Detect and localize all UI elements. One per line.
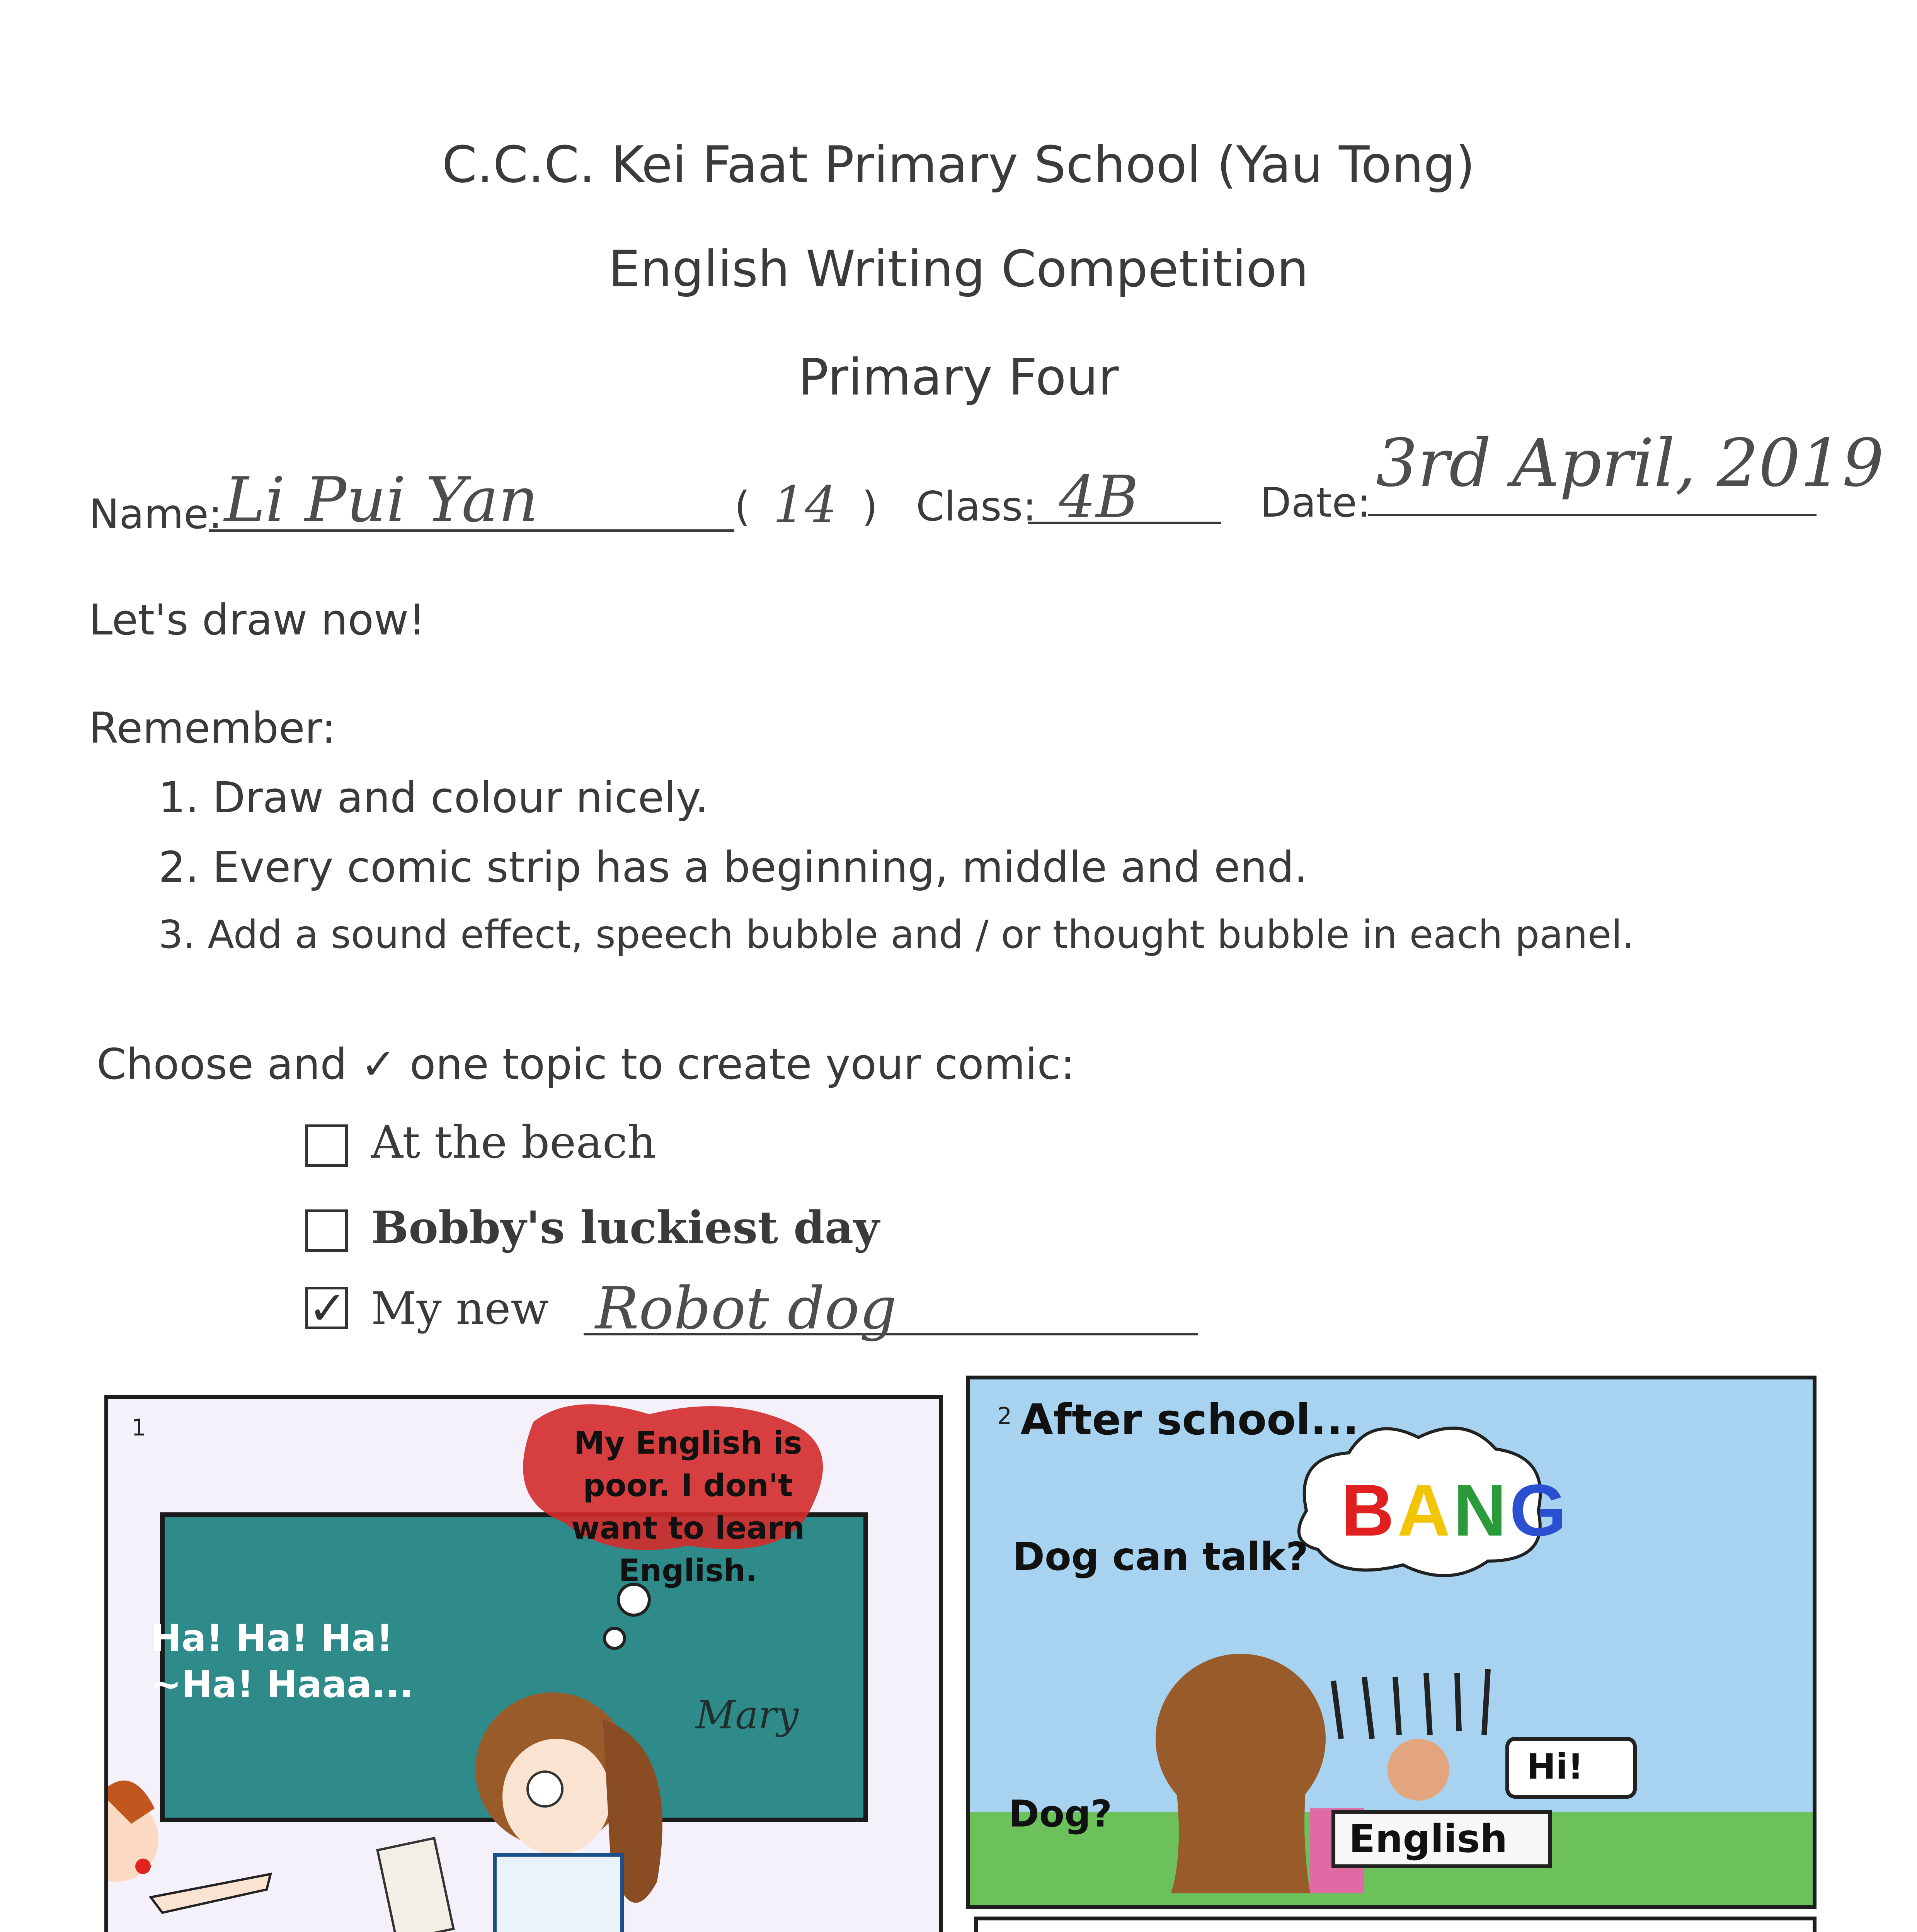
class-label: Class: <box>916 483 1037 530</box>
name-label: Name: <box>89 491 223 538</box>
comic-panel-1 <box>104 1395 943 1932</box>
number-close: ) <box>862 483 878 530</box>
name-tag-text: Mary <box>696 1692 799 1738</box>
instruction-item: 1. Draw and colour nicely. <box>158 773 709 822</box>
date-value: 3rd April, 2019 <box>1376 425 1884 502</box>
dog-question-text: Dog? <box>1009 1793 1112 1835</box>
topic-fill-value: Robot dog <box>595 1275 897 1342</box>
laugh-text: Ha! Ha! Ha! ~Ha! Haaa... <box>151 1617 414 1706</box>
instruction-item: 3. Add a sound effect, speech bubble and / or thought bubble in each panel. <box>158 912 1634 957</box>
class-value: 4B <box>1059 464 1139 531</box>
panel-number: 1 <box>131 1414 146 1441</box>
date-underline <box>1368 514 1817 516</box>
topic-option-label: My new <box>371 1283 549 1335</box>
thought-bubble-text: My English is poor. I don't want to learn English. <box>571 1425 805 1588</box>
intro-text: Let's draw now! <box>89 595 426 645</box>
name-value: Li Pui Yan <box>224 464 538 536</box>
topic-checkbox[interactable] <box>305 1209 348 1252</box>
hi-text: Hi! <box>1527 1747 1584 1787</box>
sound-effect-bang <box>1341 1468 1570 1553</box>
question-text: Dog can talk? <box>1013 1534 1308 1579</box>
school-title: C.C.C. Kei Faat Primary School (Yau Tong) <box>442 135 1475 194</box>
panel-number: 2 <box>997 1403 1012 1430</box>
sound-effect-text: BANG <box>1341 1469 1570 1551</box>
topic-checkbox-checked[interactable]: ✓ <box>305 1287 348 1329</box>
topic-prompt: Choose and ✓ one topic to create your comic: <box>97 1039 1075 1089</box>
competition-title: English Writing Competition <box>608 240 1309 298</box>
remember-heading: Remember: <box>89 703 336 753</box>
student-number: 14 <box>773 475 837 534</box>
topic-checkbox[interactable] <box>305 1124 348 1167</box>
instruction-item: 2. Every comic strip has a beginning, middle and end. <box>158 842 1308 892</box>
comic-panel-2 <box>966 1376 1817 1909</box>
panel-4-drawing <box>978 1920 1813 1932</box>
english-text: English <box>1349 1816 1508 1861</box>
date-label: Date: <box>1260 479 1371 526</box>
topic-option-label: At the beach <box>371 1117 656 1168</box>
panel-caption: After school... <box>1020 1395 1359 1444</box>
topic-option-label: Bobby's luckiest day <box>371 1202 880 1254</box>
comic-panel-4 <box>974 1917 1817 1932</box>
number-open: ( <box>734 483 750 530</box>
level-title: Primary Four <box>798 348 1119 406</box>
